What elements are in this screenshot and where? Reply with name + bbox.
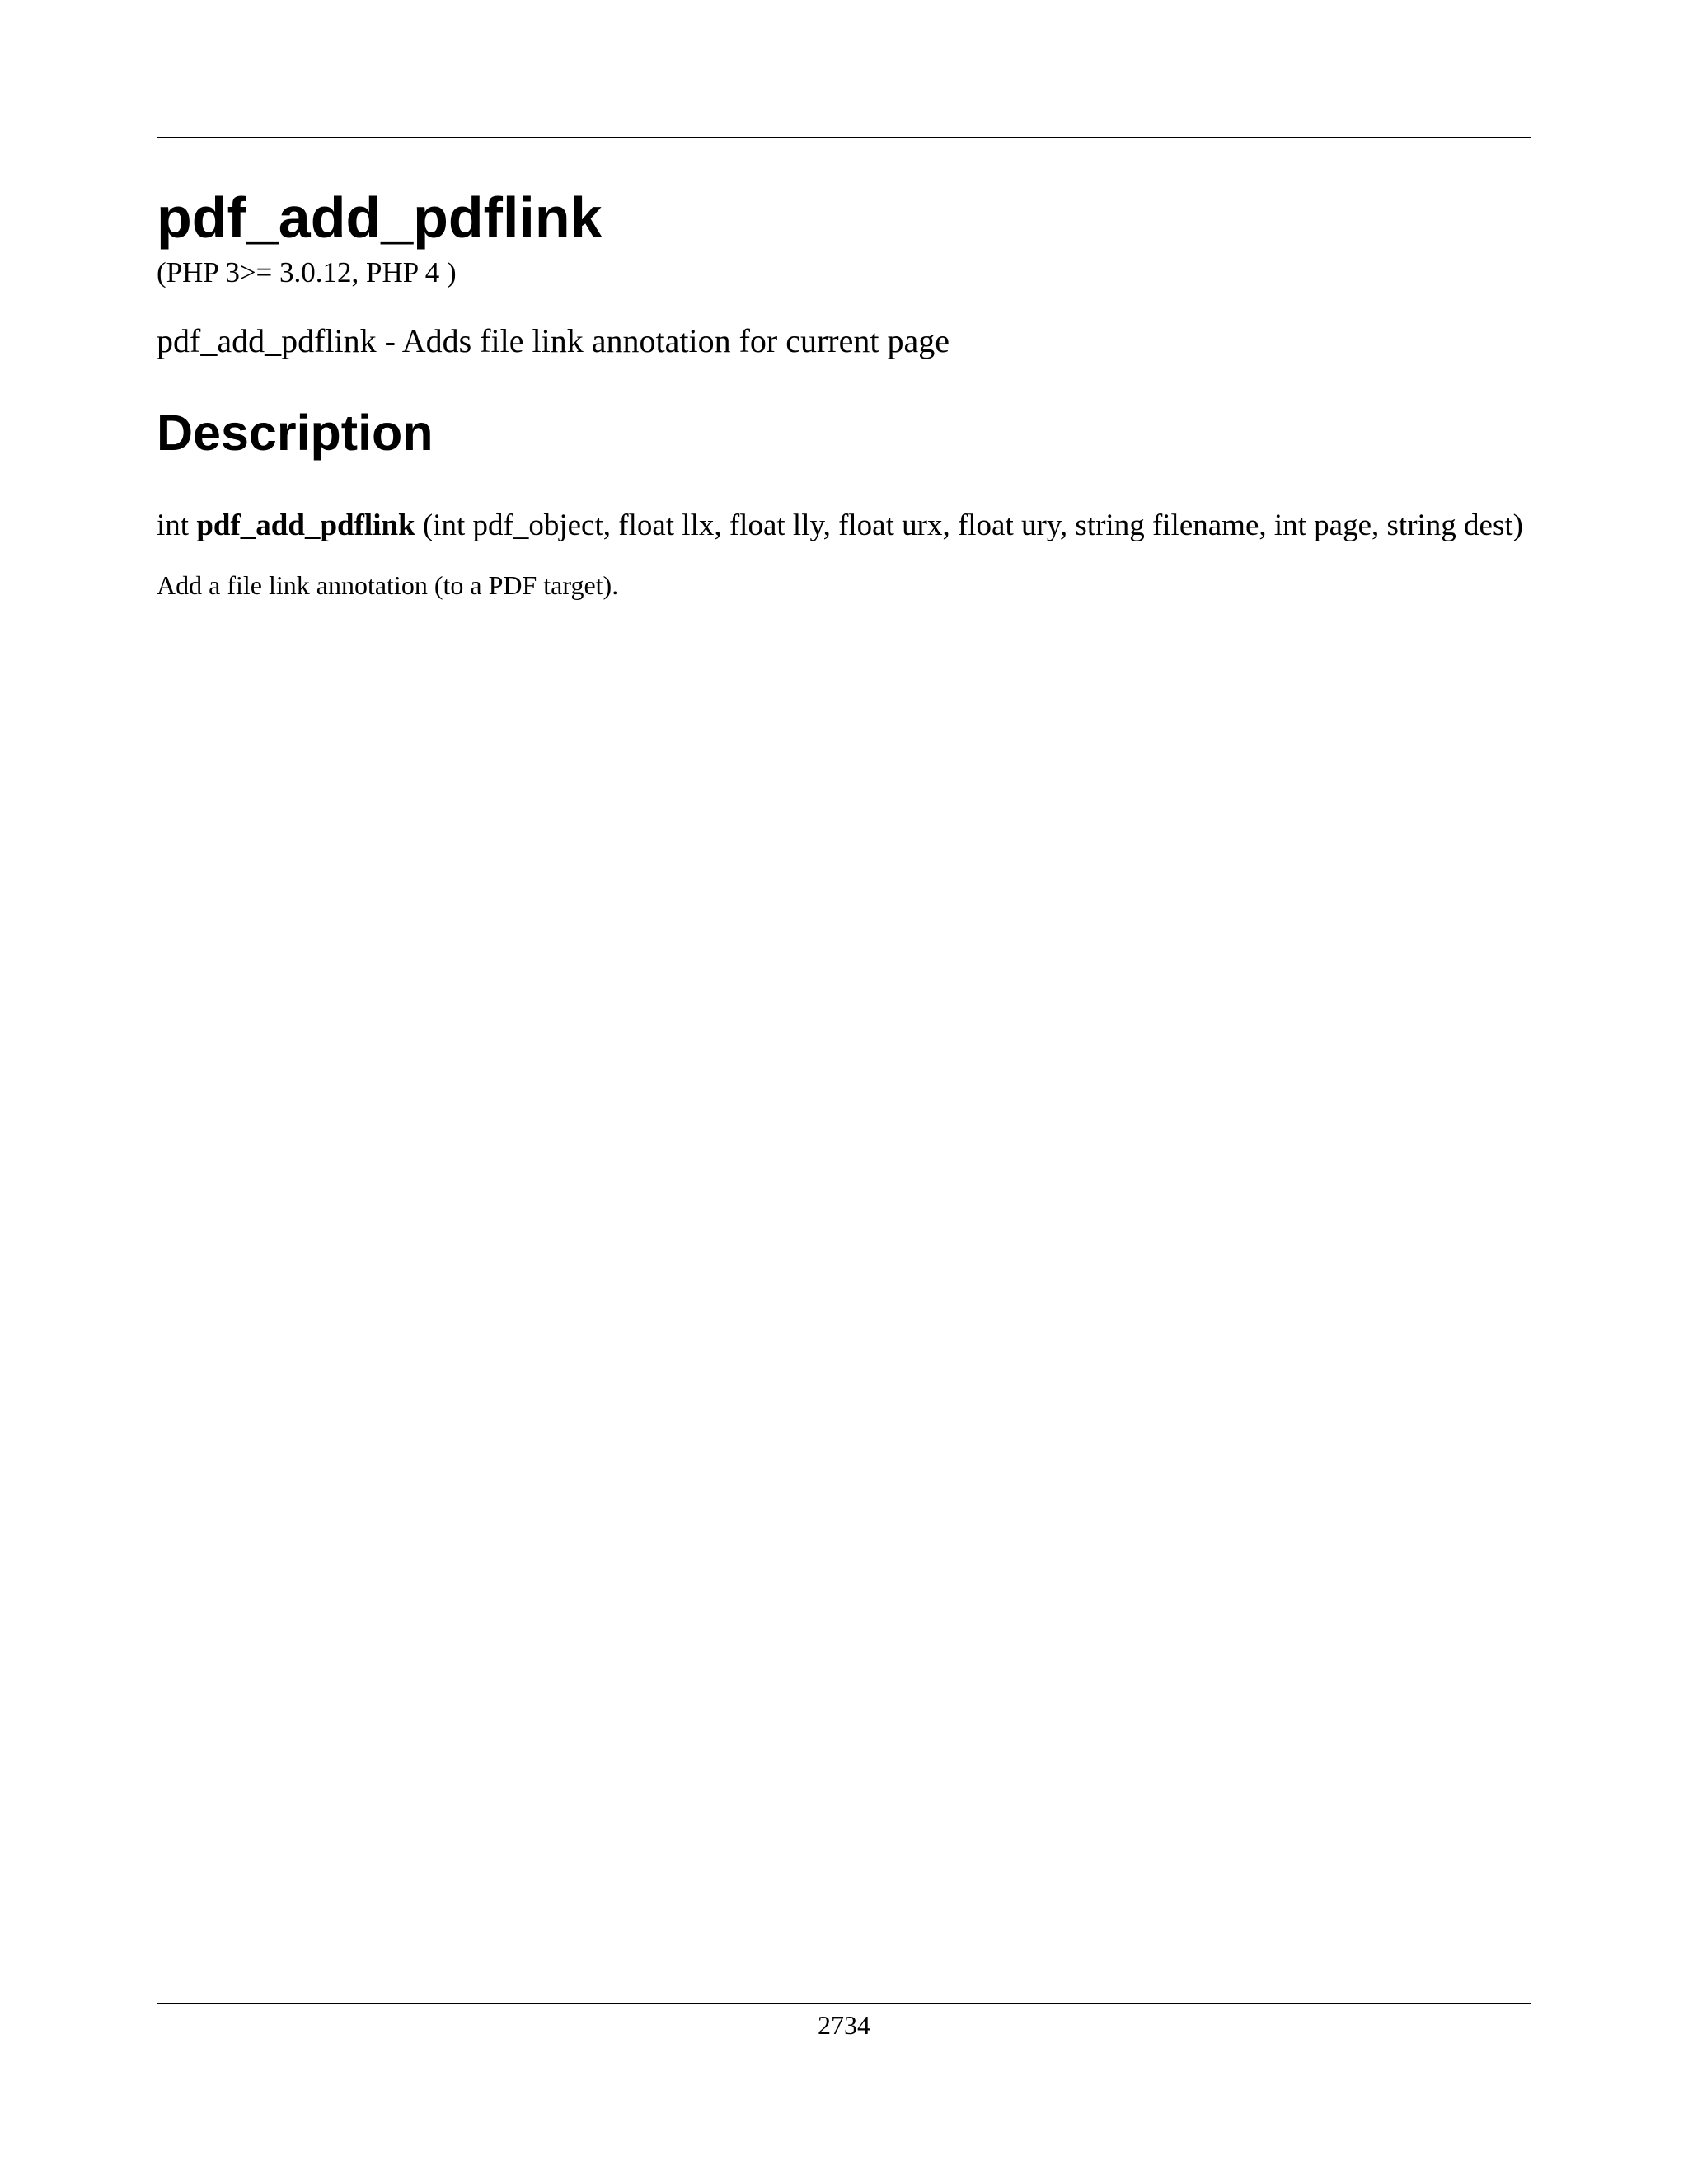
header-rule <box>157 137 1531 138</box>
return-type: int <box>157 509 190 542</box>
page-title: pdf_add_pdflink <box>157 185 603 250</box>
function-purpose: pdf_add_pdflink - Adds file link annotation for current page <box>157 322 950 359</box>
function-name: pdf_add_pdflink <box>196 509 415 542</box>
version-info: (PHP 3>= 3.0.12, PHP 4 ) <box>157 256 457 288</box>
page-number: 2734 <box>818 2010 870 2040</box>
description-text: Add a file link annotation (to a PDF target). <box>157 570 619 600</box>
function-synopsis <box>157 509 1523 543</box>
description-heading: Description <box>157 405 434 461</box>
function-parameters: (int pdf_object, float llx, float lly, float urx, float ury, string filename, int page, string dest) <box>422 509 1523 542</box>
footer-rule <box>157 2003 1531 2004</box>
